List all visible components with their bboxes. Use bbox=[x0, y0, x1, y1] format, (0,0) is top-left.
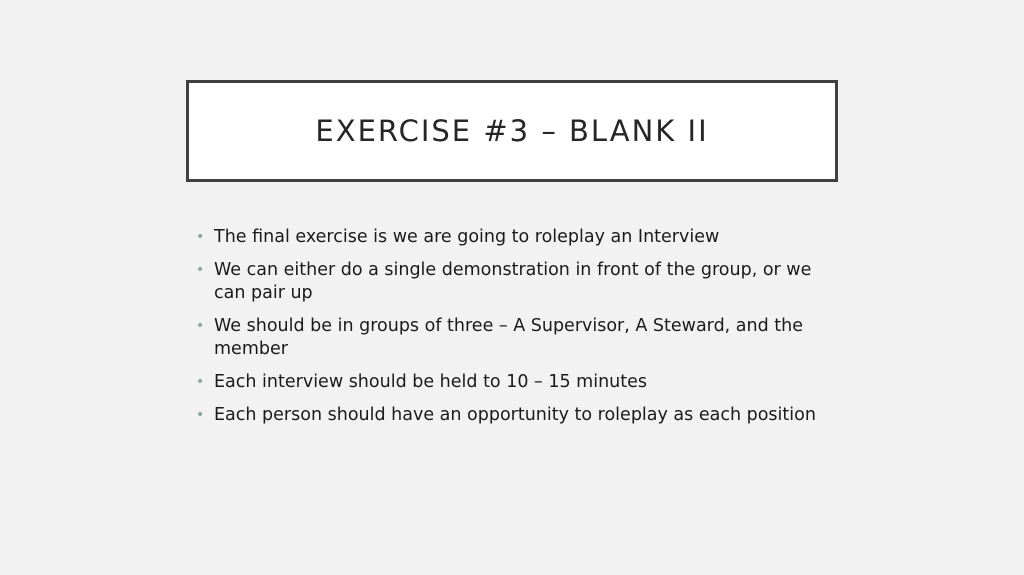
title-box bbox=[186, 80, 838, 182]
bullet-icon: • bbox=[196, 318, 205, 334]
list-item bbox=[196, 404, 836, 427]
bullet-text: Each person should have an opportunity to roleplay as each position bbox=[214, 405, 816, 425]
list-item bbox=[196, 315, 836, 361]
bullet-list bbox=[196, 226, 836, 437]
bullet-text: Each interview should be held to 10 – 15 minutes bbox=[214, 372, 648, 392]
list-item bbox=[196, 259, 836, 305]
list-item bbox=[196, 371, 836, 394]
bullet-text: The final exercise is we are going to roleplay an Interview bbox=[214, 227, 720, 247]
slide-title: EXERCISE #3 – BLANK II bbox=[315, 114, 709, 148]
bullet-icon: • bbox=[196, 229, 205, 245]
bullet-icon: • bbox=[196, 407, 205, 423]
bullet-text: We can either do a single demonstration in front of the group, or we can pair up bbox=[214, 260, 812, 303]
bullet-icon: • bbox=[196, 262, 205, 278]
bullet-text: We should be in groups of three – A Supervisor, A Steward, and the member bbox=[214, 316, 804, 359]
bullet-icon: • bbox=[196, 374, 205, 390]
list-item bbox=[196, 226, 836, 249]
